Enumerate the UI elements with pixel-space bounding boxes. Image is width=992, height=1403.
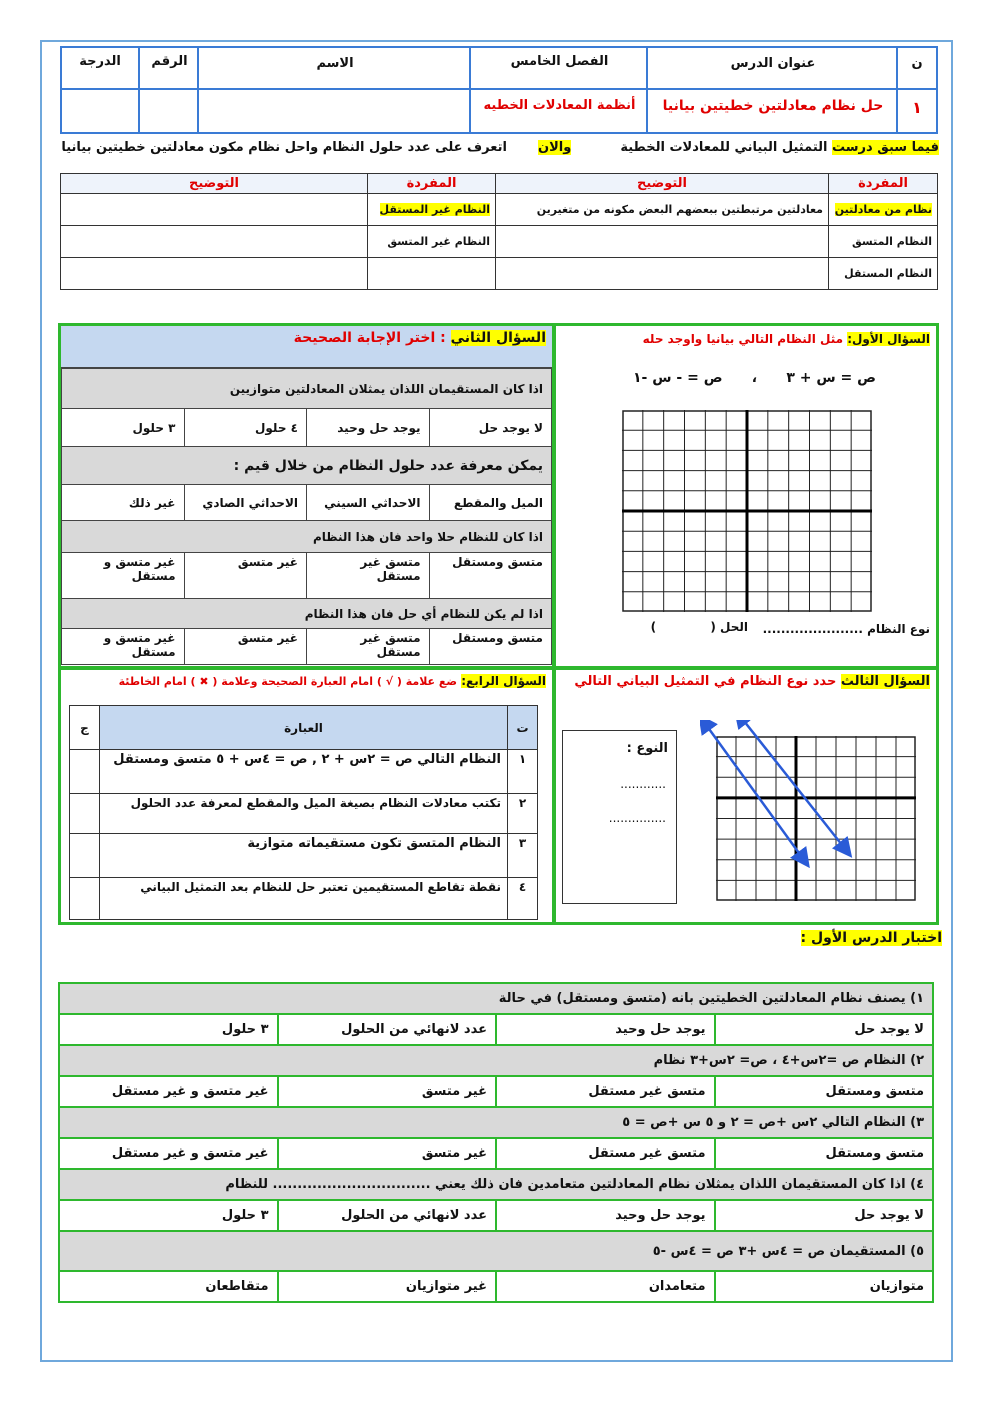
test-option[interactable]: غير متسق و غير مستقل — [59, 1138, 278, 1169]
q4-instruction: ضع علامة ( √ ) امام العبارة الصحيحة وعلامة ( ✖ ) امام الخاطئة — [118, 675, 458, 688]
q3-answer-box[interactable] — [562, 730, 677, 904]
q2-heading — [61, 326, 552, 368]
q4-answer-cell[interactable] — [70, 834, 100, 878]
q3-type-label: النوع : — [626, 741, 668, 756]
q1-system-type: نوع النظام ...................... — [762, 622, 930, 636]
q2-option[interactable]: غير متسق و مستقل — [62, 553, 185, 599]
q4-h-num: ت — [508, 706, 538, 750]
test-question: ١) يصنف نظام المعادلتين الخطيتين بانه (متسق ومستقل) في حالة — [59, 983, 933, 1014]
vocab-h-expl1: التوضيح — [496, 174, 829, 194]
q1-solution: الحل ( ) — [650, 620, 748, 634]
q2-option[interactable]: الاحداثي السيني — [307, 485, 430, 521]
q2-option[interactable]: الميل والمقطع — [429, 485, 552, 521]
test-option[interactable]: عدد لانهائي من الحلول — [278, 1200, 497, 1231]
test-question: ٥) المستقيمان ص = ٤س +٣ ص = ٤س -٥ — [59, 1231, 933, 1271]
test-question: ٤) اذا كان المستقيمان اللذان يمثلان نظام المعادلتين متعامدين فان ذلك يعني ................................ للنظام — [59, 1169, 933, 1200]
q3-heading — [574, 674, 930, 689]
q2-option[interactable]: ٤ حلول — [184, 409, 307, 447]
q4-h-stmt: العبارة — [100, 706, 508, 750]
col-title: عنوان الدرس — [730, 56, 816, 71]
q2-question: يمكن معرفة عدد حلول النظام من خلال قيم : — [62, 447, 552, 485]
intro-line — [61, 140, 939, 155]
test-question: ٣) النظام التالي ٢س +ص = ٢ و ٥ س +ص = ٥ — [59, 1107, 933, 1138]
test-option[interactable]: عدد لانهائي من الحلول — [278, 1014, 497, 1045]
test-option[interactable]: متوازيان — [715, 1271, 934, 1302]
test-option[interactable]: يوجد حل وحيد — [496, 1014, 715, 1045]
q4-num: ٢ — [508, 794, 538, 834]
test-option[interactable]: متسق غير مستقل — [496, 1138, 715, 1169]
q4-statement: النظام المتسق تكون مستقيماته متوازية — [100, 834, 508, 878]
q2-option[interactable]: غير متسق — [184, 629, 307, 665]
q1-label: السؤال الأول: — [847, 332, 930, 346]
now-label: والان — [537, 140, 572, 155]
vocab-table — [60, 173, 938, 290]
q2-panel — [58, 323, 555, 669]
test-option[interactable]: متسق ومستقل — [715, 1076, 934, 1107]
now-text: اتعرف على عدد حلول النظام واحل نظام مكون معادلتين خطيتين بيانيا — [61, 140, 507, 155]
prev-text: التمثيل البياني للمعادلات الخطية — [620, 140, 828, 155]
q2-instruction: : اختر الإجابة الصحيحة — [293, 330, 446, 346]
q4-heading — [119, 674, 546, 688]
test-option[interactable]: غير متسق — [278, 1076, 497, 1107]
test-option[interactable]: متعامدان — [496, 1271, 715, 1302]
col-chapter: الفصل الخامس — [510, 54, 609, 69]
vocab-term: النظام المستقل — [829, 258, 938, 290]
q4-num: ٤ — [508, 878, 538, 920]
q2-option[interactable]: متسق غير مستقل — [307, 629, 430, 665]
test-option[interactable]: ٣ حلول — [59, 1014, 278, 1045]
q3-instruction: حدد نوع النظام في التمثيل البياني التالي — [574, 674, 837, 689]
q2-option[interactable]: غير ذلك — [62, 485, 185, 521]
col-number: الرقم — [151, 54, 188, 69]
q4-answer-cell[interactable] — [70, 878, 100, 920]
chapter-title: أنظمة المعادلات الخطيه — [483, 98, 636, 113]
name-field[interactable] — [199, 90, 471, 134]
q4-panel — [58, 667, 555, 925]
q2-question: اذا لم يكن للنظام أي حل فان هذا النظام — [62, 599, 552, 629]
number-field[interactable] — [140, 90, 199, 134]
q2-option[interactable]: غير متسق — [184, 553, 307, 599]
q3-label: السؤال الثالث — [840, 674, 930, 689]
vocab-h-expl2: التوضيح — [61, 174, 368, 194]
vocab-term: نظام من معادلتين — [829, 194, 938, 226]
test-option[interactable]: متقاطعان — [59, 1271, 278, 1302]
test-option[interactable]: لا يوجد حل — [715, 1014, 934, 1045]
q3-panel — [553, 667, 939, 925]
vocab-expl[interactable] — [496, 258, 829, 290]
q2-question: اذا كان للنظام حلا واحد فان هذا النظام — [62, 521, 552, 553]
q4-statement: النظام التالي ص = ٢س + ٢ , ص = ٤س + ٥ متسق ومستقل — [100, 750, 508, 794]
q4-num: ١ — [508, 750, 538, 794]
vocab-term: النظام غير المتسق — [368, 226, 496, 258]
test-option[interactable]: غير متوازيان — [278, 1271, 497, 1302]
q4-label: السؤال الرابع: — [461, 674, 546, 688]
test-option[interactable]: متسق غير مستقل — [496, 1076, 715, 1107]
vocab-expl[interactable] — [61, 226, 368, 258]
q1-heading — [643, 332, 930, 346]
q2-option[interactable]: متسق ومستقل — [429, 553, 552, 599]
q4-statement: نقطة تقاطع المستقيمين تعتبر حل للنظام بعد التمثيل البياني — [100, 878, 508, 920]
q1-equations: ص = س + ٣ ، ص = - س -١ — [632, 370, 876, 386]
vocab-expl[interactable] — [496, 226, 829, 258]
vocab-h-term1: المفردة — [829, 174, 938, 194]
test-table — [58, 982, 934, 1303]
q4-answer-cell[interactable] — [70, 794, 100, 834]
test-option[interactable]: متسق ومستقل — [715, 1138, 934, 1169]
q3-grid — [716, 736, 916, 901]
q2-option[interactable]: متسق ومستقل — [429, 629, 552, 665]
vocab-term — [368, 258, 496, 290]
q4-answer-cell[interactable] — [70, 750, 100, 794]
lesson-title: حل نظام معادلتين خطيتين بيانيا — [662, 98, 884, 114]
q4-h-ans: ج — [70, 706, 100, 750]
q4-table — [69, 705, 538, 920]
col-grade: الدرجة — [79, 54, 121, 69]
header-table — [60, 46, 938, 134]
q2-label: السؤال الثاني — [450, 330, 546, 346]
q4-statement: تكتب معادلات النظام بصيغة الميل والمقطع لمعرفة عدد الحلول — [100, 794, 508, 834]
prev-label: فيما سبق درست — [832, 140, 939, 155]
q2-option[interactable]: الاحداثي الصادي — [184, 485, 307, 521]
q2-option[interactable]: يوجد حل وحيد — [307, 409, 430, 447]
test-title: اختبار الدرس الأول : — [800, 930, 942, 946]
vocab-expl[interactable] — [61, 258, 368, 290]
grade-field[interactable] — [60, 90, 140, 134]
q2-option[interactable]: لا يوجد حل — [429, 409, 552, 447]
test-option[interactable]: ٣ حلول — [59, 1200, 278, 1231]
q2-option[interactable]: غير متسق و مستقل — [62, 629, 185, 665]
q4-num: ٣ — [508, 834, 538, 878]
test-option[interactable]: لا يوجد حل — [715, 1200, 934, 1231]
vocab-h-term2: المفردة — [368, 174, 496, 194]
q1-instruction: مثل النظام التالي بيانيا واوجد حله — [642, 332, 844, 346]
vocab-term: النظام المتسق — [829, 226, 938, 258]
row-n: ١ — [912, 98, 922, 117]
q3-graph — [700, 720, 925, 914]
q2-option[interactable]: ٣ حلول — [62, 409, 185, 447]
test-option[interactable]: يوجد حل وحيد — [496, 1200, 715, 1231]
q3-dots: ............ — [620, 777, 666, 791]
col-name: الاسم — [316, 56, 354, 71]
q1-panel — [553, 323, 939, 669]
q1-grid[interactable] — [622, 410, 872, 612]
q2-table — [61, 368, 552, 665]
col-n: ن — [911, 56, 923, 71]
q3-dots: ............... — [608, 811, 666, 825]
test-option[interactable]: غير متسق — [278, 1138, 497, 1169]
q2-question: اذا كان المستقيمان اللذان يمثلان المعادلتين متوازيين — [62, 369, 552, 409]
vocab-term: النظام غير المستقل — [368, 194, 496, 226]
vocab-expl[interactable] — [61, 194, 368, 226]
test-option[interactable]: غير متسق و غير مستقل — [59, 1076, 278, 1107]
test-question: ٢) النظام ص =٢س+٤ ، ص= ٢س+٣ نظام — [59, 1045, 933, 1076]
vocab-expl: معادلتين مرتبطتين ببعضهم البعض مكونه من متغيرين — [496, 194, 829, 226]
q2-option[interactable]: متسق غير مستقل — [307, 553, 430, 599]
